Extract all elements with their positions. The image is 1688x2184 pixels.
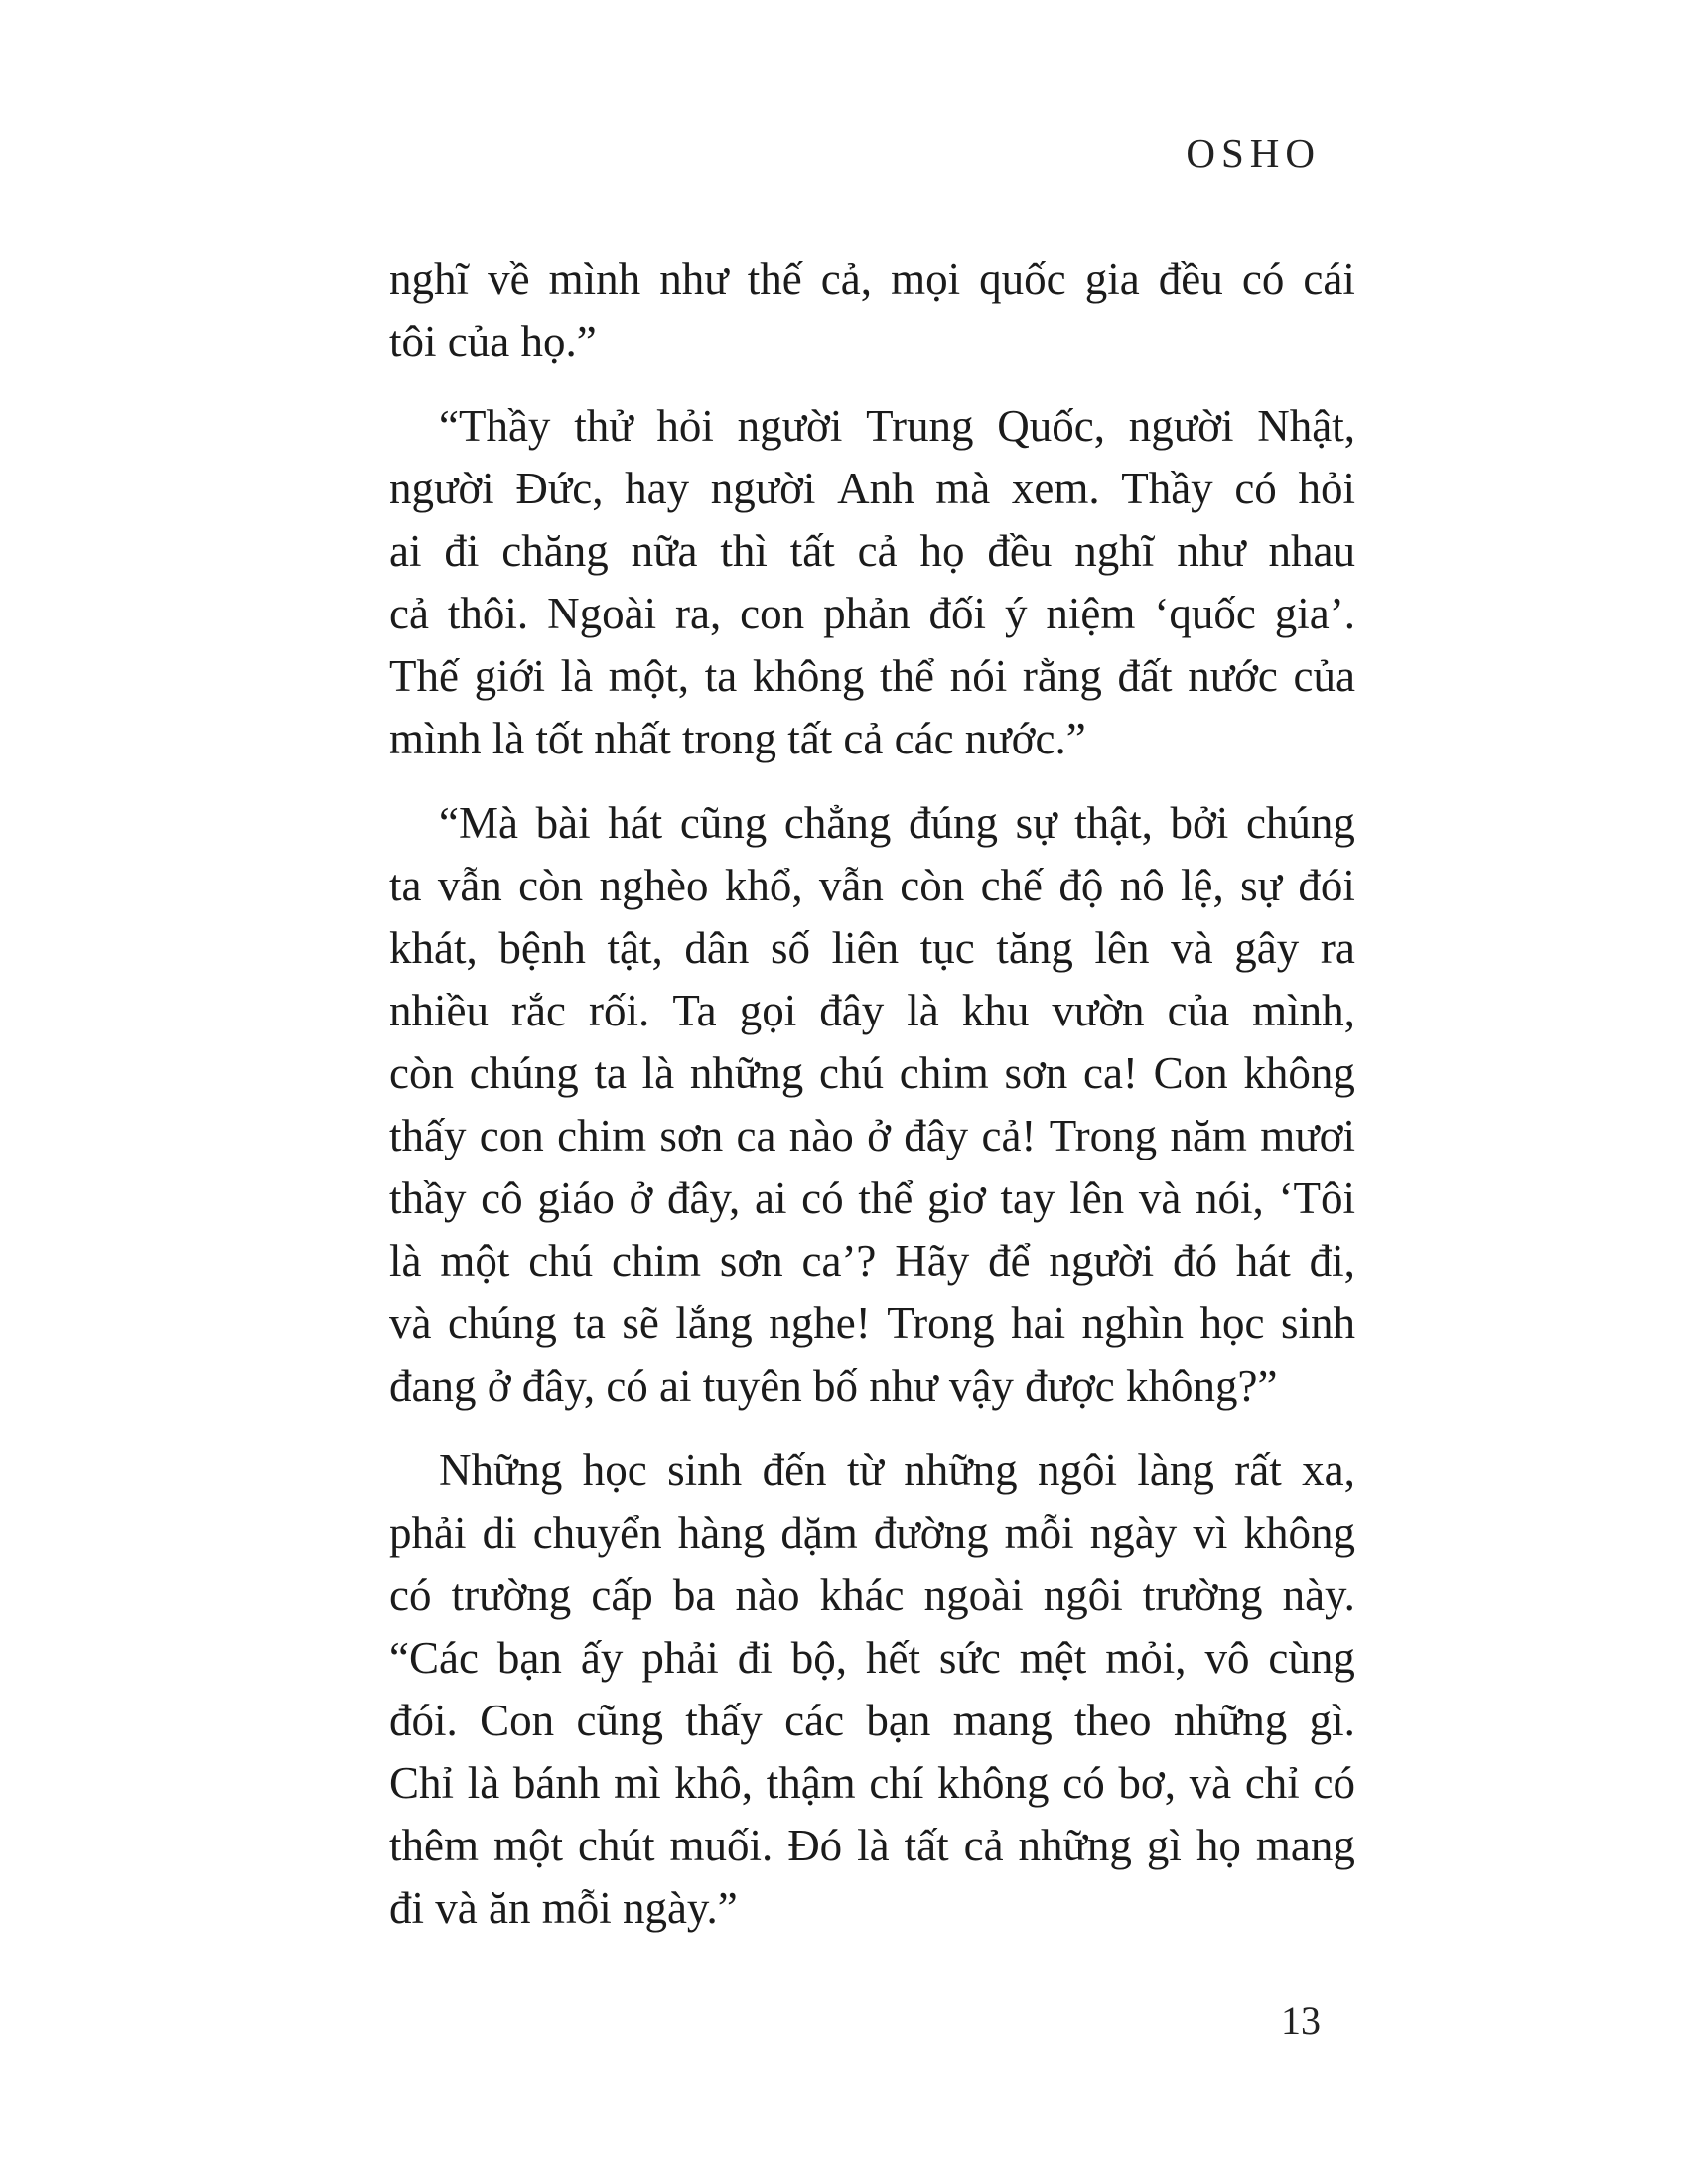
- text-line: “Mà bài hát cũng chẳng đúng sự thật, bởi chúng: [439, 798, 1355, 848]
- text-line: Những học sinh đến từ những ngôi làng rất xa,: [439, 1445, 1355, 1495]
- paragraph: [389, 792, 1355, 1418]
- text-block: [389, 248, 1355, 1940]
- text-line: “Các bạn ấy phải đi bộ, hết sức mệt mỏi, vô cùng: [389, 1633, 1355, 1683]
- text-line: là một chú chim sơn ca’? Hãy để người đó hát đi,: [389, 1236, 1355, 1286]
- text-line: có trường cấp ba nào khác ngoài ngôi trường này.: [389, 1570, 1355, 1620]
- text-line: khát, bệnh tật, dân số liên tục tăng lên và gây ra: [389, 923, 1355, 973]
- paragraph: [389, 395, 1355, 770]
- text-line: đói. Con cũng thấy các bạn mang theo những gì.: [389, 1696, 1355, 1745]
- text-line: thấy con chim sơn ca nào ở đây cả! Trong năm mươi: [389, 1111, 1355, 1160]
- text-line: phải di chuyển hàng dặm đường mỗi ngày vì không: [389, 1508, 1355, 1558]
- text-line: đi và ăn mỗi ngày.”: [389, 1883, 738, 1933]
- paragraph: [389, 248, 1355, 373]
- text-line: Chỉ là bánh mì khô, thậm chí không có bơ, và chỉ có: [389, 1758, 1355, 1808]
- text-line: ai đi chăng nữa thì tất cả họ đều nghĩ như nhau: [389, 526, 1355, 576]
- text-line: ta vẫn còn nghèo khổ, vẫn còn chế độ nô lệ, sự đói: [389, 861, 1355, 910]
- text-line: người Đức, hay người Anh mà xem. Thầy có hỏi: [389, 464, 1355, 513]
- text-line: Thế giới là một, ta không thể nói rằng đất nước của: [389, 651, 1355, 701]
- text-line: tôi của họ.”: [389, 317, 597, 366]
- text-line: nghĩ về mình như thế cả, mọi quốc gia đều có cái: [389, 254, 1355, 304]
- running-header: OSHO: [1186, 130, 1321, 176]
- text-line: mình là tốt nhất trong tất cả các nước.”: [389, 714, 1086, 763]
- text-line: đang ở đây, có ai tuyên bố như vậy được không?”: [389, 1361, 1278, 1411]
- page-number: 13: [1281, 1998, 1321, 2043]
- text-line: còn chúng ta là những chú chim sơn ca! Con không: [389, 1048, 1355, 1098]
- text-line: “Thầy thử hỏi người Trung Quốc, người Nhật,: [439, 401, 1355, 451]
- text-line: nhiều rắc rối. Ta gọi đây là khu vườn của mình,: [389, 986, 1355, 1035]
- text-line: và chúng ta sẽ lắng nghe! Trong hai nghìn học sinh: [389, 1298, 1355, 1348]
- text-line: thêm một chút muối. Đó là tất cả những gì họ mang: [389, 1821, 1355, 1870]
- text-line: thầy cô giáo ở đây, ai có thể giơ tay lên và nói, ‘Tôi: [389, 1173, 1355, 1223]
- paragraph: [389, 1439, 1355, 1940]
- text-line: cả thôi. Ngoài ra, con phản đối ý niệm ‘quốc gia’.: [389, 589, 1355, 638]
